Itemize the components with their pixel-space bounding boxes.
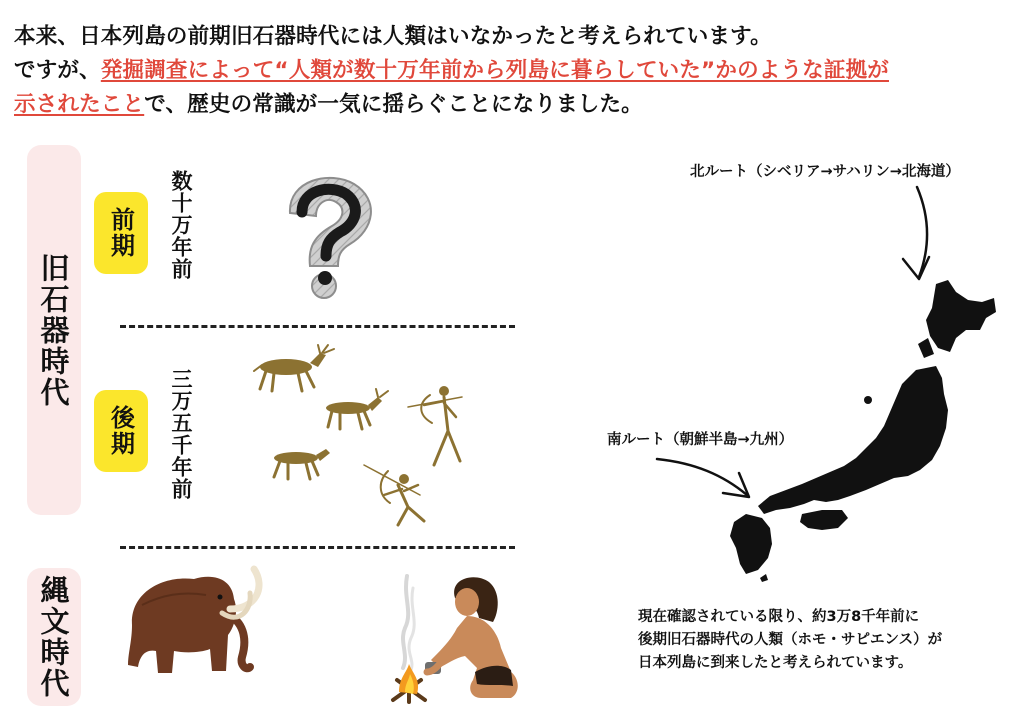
divider-early-late (120, 325, 515, 328)
late-period-badge (94, 390, 148, 472)
jomon-era-column (27, 568, 81, 706)
early-age-label: 数十万年前 (169, 170, 193, 280)
caveman-fire-icon (385, 568, 535, 704)
arrival-note-line-3: 日本列島に到来したと考えられています。 (638, 655, 913, 671)
mammoth-icon (122, 565, 267, 685)
paleolithic-label: 旧石器時代 (36, 252, 71, 408)
early-period-badge (94, 192, 148, 274)
intro-line-3 (14, 88, 1014, 122)
late-badge-label: 後期 (106, 405, 135, 457)
curved-arrow-icon (895, 185, 940, 285)
cave-painting-icon (248, 345, 468, 530)
late-age-label: 三万五千年前 (169, 368, 193, 500)
intro-highlight-1: 発掘調査によって“人類が数十万年前から列島に暮らしていた”かのような証拠が (100, 58, 889, 83)
intro-line-2 (14, 54, 1014, 88)
intro-line-3-suffix: で、歴史の常識が一気に揺らぐことになりました。 (144, 92, 643, 117)
north-route-label: 北ルート（シベリア→サハリン→北海道） (690, 164, 960, 180)
intro-text (14, 20, 1014, 122)
intro-line-1: 本来、日本列島の前期旧石器時代には人類はいなかったと考えられています。 (14, 24, 772, 49)
paleolithic-era-column (27, 145, 81, 515)
arrival-note (638, 606, 942, 675)
intro-line-2-prefix: ですが、 (14, 58, 101, 83)
divider-late-jomon (120, 546, 515, 549)
south-route-label: 南ルート（朝鮮半島→九州） (607, 432, 794, 448)
question-mark-icon (270, 168, 390, 298)
arrival-note-line-1: 現在確認されている限り、約3万8千年前に (638, 609, 920, 625)
early-badge-label: 前期 (106, 207, 135, 259)
arrival-note-line-2: 後期旧石器時代の人類（ホモ・サピエンス）が (638, 632, 943, 648)
intro-highlight-2: 示されたこと (14, 92, 145, 117)
jomon-label: 縄文時代 (36, 575, 71, 699)
curved-arrow-icon (655, 455, 755, 505)
